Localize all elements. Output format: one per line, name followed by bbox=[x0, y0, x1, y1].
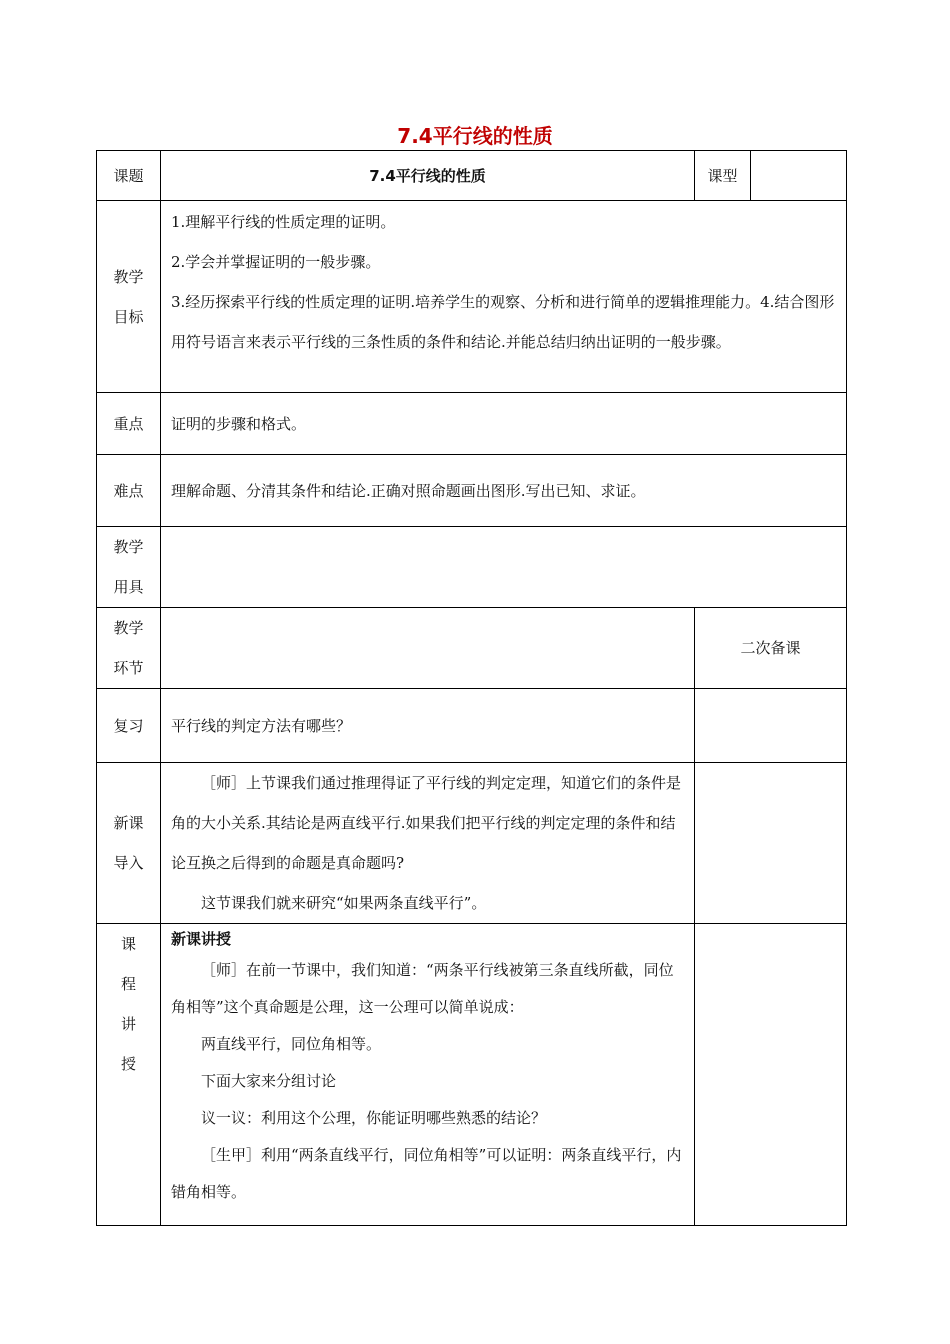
intro-side bbox=[695, 763, 847, 924]
objective-item: 2.学会并掌握证明的一般步骤。 bbox=[171, 253, 381, 271]
page-title: 7.4平行线的性质 bbox=[397, 124, 553, 148]
difficulty-label: 难点 bbox=[97, 455, 161, 527]
type-value bbox=[751, 151, 847, 201]
tools-text bbox=[161, 527, 847, 608]
lesson-plan-table bbox=[96, 150, 847, 1226]
lecture-row bbox=[97, 924, 847, 1226]
type-label: 课型 bbox=[695, 151, 751, 201]
objectives-label: 教学目标 bbox=[97, 201, 161, 393]
review-label: 复习 bbox=[97, 689, 161, 763]
intro-label: 新课导入 bbox=[97, 763, 161, 924]
lecture-side bbox=[695, 924, 847, 1226]
review-side bbox=[695, 689, 847, 763]
objective-item: 3.经历探索平行线的性质定理的证明.培养学生的观察、分析和进行简单的逻辑推理能力。4.结合图形用符号语言来表示平行线的三条性质的条件和结论.并能总结归纳出证明的一般步骤。 bbox=[171, 293, 835, 351]
lecture-paragraph: 议一议：利用这个公理，你能证明哪些熟悉的结论？ bbox=[201, 1109, 547, 1127]
key-point-label: 重点 bbox=[97, 393, 161, 455]
review-row bbox=[97, 689, 847, 763]
difficulty-text: 理解命题、分清其条件和结论.正确对照命题画出图形.写出已知、求证。 bbox=[161, 455, 847, 527]
objectives-row bbox=[97, 201, 847, 393]
lecture-paragraph: ［生甲］利用“两条直线平行，同位角相等”可以证明：两条直线平行，内错角相等。 bbox=[171, 1146, 682, 1201]
lecture-heading: 新课讲授 bbox=[171, 930, 232, 948]
lecture-paragraph: ［师］在前一节课中，我们知道：“两条平行线被第三条直线所截，同位角相等”这个真命题是公理，这一公理可以简单说成： bbox=[171, 961, 674, 1016]
intro-row bbox=[97, 763, 847, 924]
lecture-paragraph: 两直线平行，同位角相等。 bbox=[201, 1035, 382, 1053]
stage-row bbox=[97, 608, 847, 689]
topic-label: 课题 bbox=[97, 151, 161, 201]
stage-label: 教学环节 bbox=[97, 608, 161, 689]
tools-row bbox=[97, 527, 847, 608]
intro-paragraph: 这节课我们就来研究“如果两条直线平行”。 bbox=[201, 894, 487, 912]
review-text: 平行线的判定方法有哪些？ bbox=[161, 689, 695, 763]
intro-content bbox=[161, 763, 695, 924]
second-prep-label: 二次备课 bbox=[695, 608, 847, 689]
intro-paragraph: ［师］上节课我们通过推理得证了平行线的判定定理，知道它们的条件是角的大小关系.其结论是两直线平行.如果我们把平行线的判定定理的条件和结论互换之后得到的命题是真命题吗? bbox=[171, 774, 682, 872]
topic-value: 7.4平行线的性质 bbox=[161, 151, 695, 201]
objective-item: 1.理解平行线的性质定理的证明。 bbox=[171, 213, 396, 231]
header-row bbox=[97, 151, 847, 201]
lecture-paragraph: 下面大家来分组讨论 bbox=[201, 1072, 337, 1090]
objectives-content bbox=[161, 201, 847, 393]
tools-label: 教学用具 bbox=[97, 527, 161, 608]
lecture-content bbox=[161, 924, 695, 1226]
lecture-label: 课程讲授 bbox=[97, 924, 161, 1226]
key-point-row bbox=[97, 393, 847, 455]
difficulty-row bbox=[97, 455, 847, 527]
stage-text bbox=[161, 608, 695, 689]
key-point-text: 证明的步骤和格式。 bbox=[161, 393, 847, 455]
